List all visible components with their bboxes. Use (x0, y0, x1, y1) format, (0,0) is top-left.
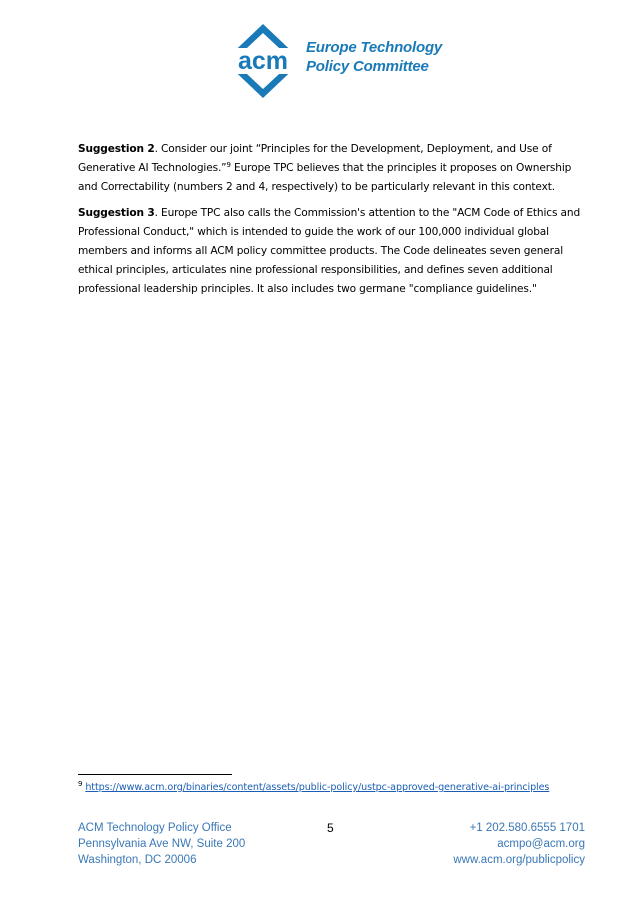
footer-contact (453, 820, 585, 868)
footer-website: www.acm.org/publicpolicy (453, 854, 585, 866)
footnote-ref-9[interactable]: 9 (226, 161, 231, 169)
footnote-9 (78, 780, 598, 796)
footer-street: Pennsylvania Ave NW, Suite 200 (78, 838, 246, 850)
footnote-number: 9 (78, 780, 83, 788)
suggestion-2-paragraph (78, 140, 588, 197)
suggestion-3-label: Suggestion 3 (78, 207, 155, 219)
suggestion-3-text: . Europe TPC also calls the Commission's attention to the "ACM Code of Ethics and Professional Conduct," which is intended to guide the work of our 100,000 individual global members and informs all ACM policy committee products. The Code delineates seven general ethical principles, articulates nine professional responsibilities, and defines seven additional professional leadership principles. It also includes two germane "compliance guidelines." (78, 207, 581, 295)
page-number: 5 (327, 821, 334, 835)
footnote-divider (78, 774, 232, 775)
footer-city: Washington, DC 20006 (78, 854, 197, 866)
footer-address (78, 820, 245, 868)
suggestion-2-text: . Consider our joint “Principles for the Development, Deployment, and Use of Generative AI Technologies.” (78, 143, 552, 174)
logo-line-2: Policy Committee (306, 58, 429, 75)
logo-line-1: Europe Technology (306, 39, 443, 56)
acm-diamond-logo-icon (220, 22, 306, 100)
suggestion-2-label: Suggestion 2 (78, 143, 155, 155)
footer-phone: +1 202.580.6555 1701 (469, 822, 585, 834)
logo-committee-name (306, 38, 442, 76)
main-content (78, 140, 588, 306)
acm-europe-tpc-logo (220, 20, 460, 100)
suggestion-3-paragraph (78, 204, 588, 299)
svg-text:acm: acm (237, 47, 289, 75)
page-footer (0, 820, 640, 880)
footnote-link[interactable]: https://www.acm.org/binaries/content/assets/public-policy/ustpc-approved-generative-ai-principles (85, 782, 550, 793)
footer-office-name: ACM Technology Policy Office (78, 822, 232, 834)
footer-email: acmpo@acm.org (497, 838, 585, 850)
suggestion-2-text-cont: Europe TPC believes that the principles it proposes on Ownership and Correctability (numbers 2 and 4, respectively) to be particularly relevant in this context. (78, 162, 572, 193)
